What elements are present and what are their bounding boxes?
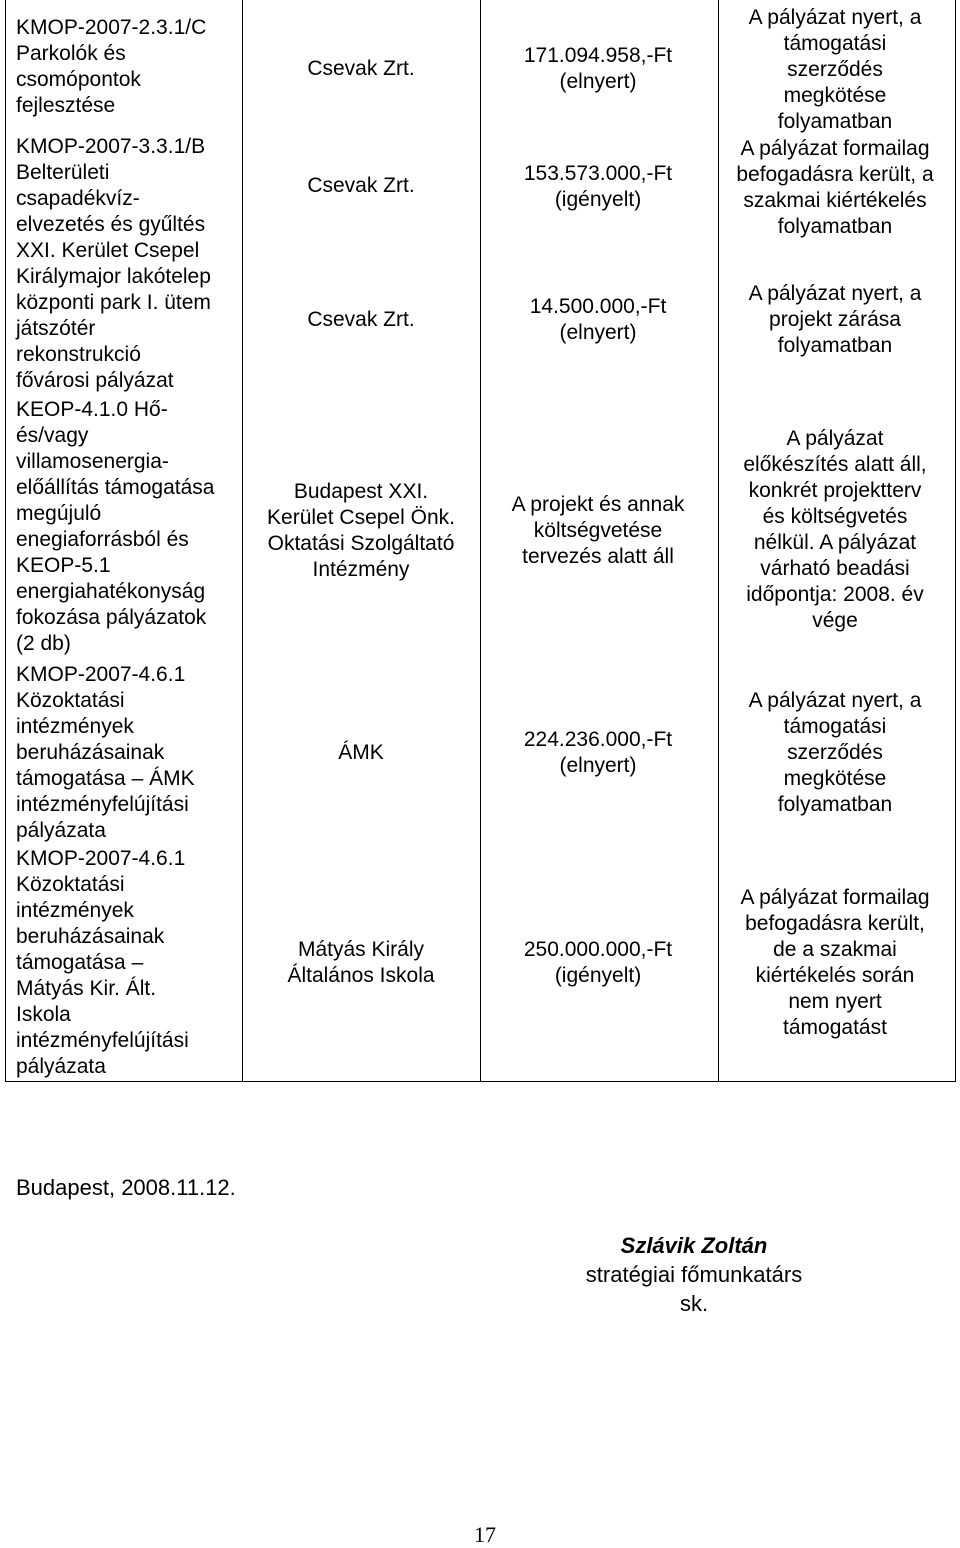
applicant-cell: Budapest XXI. Kerület Csepel Önk. Oktatási Szolgáltató Intézmény (267, 480, 455, 581)
status-cell: A pályázat nyert, a támogatási szerződés megkötése folyamatban (748, 689, 922, 816)
amount-cell: 14.500.000,-Ft (elnyert) (529, 295, 667, 344)
project-name-cell: KMOP-2007-4.6.1 Közoktatási intézmények beruházásainak támogatása – ÁMK intézményfelújítási pályázata (16, 663, 195, 842)
table-column-divider (718, 0, 719, 1082)
status-cell: A pályázat formailag befogadásra került, de a szakmai kiértékelés során nem nyert támogatást (740, 886, 930, 1039)
applicant-cell: Csevak Zrt. (307, 57, 415, 80)
applicant-cell: Csevak Zrt. (307, 308, 415, 331)
table-border-bottom (5, 1081, 956, 1082)
status-cell: A pályázat nyert, a projekt zárása folyamatban (748, 282, 922, 357)
signatory-sk: sk. (679, 1291, 709, 1316)
status-cell: A pályázat formailag befogadásra került, a szakmai kiértékelés folyamatban (736, 137, 934, 238)
amount-cell: 153.573.000,-Ft (igényelt) (523, 162, 673, 211)
project-name-cell: KMOP-2007-4.6.1 Közoktatási intézmények beruházásainak támogatása – Mátyás Kir. Ált. Iskola intézményfelújítási pályázata (16, 847, 189, 1078)
document-date: Budapest, 2008.11.12. (16, 1175, 236, 1200)
amount-cell: 250.000.000,-Ft (igényelt) (523, 938, 673, 987)
amount-cell: 224.236.000,-Ft (elnyert) (523, 728, 673, 777)
project-name-cell: KMOP-2007-3.3.1/B Belterületi csapadékvíz- elvezetés és gyűltés (16, 135, 206, 236)
applicant-cell: Csevak Zrt. (307, 174, 415, 197)
project-name-cell: XXI. Kerület Csepel Királymajor lakótelep központi park I. ütem játszótér rekonstrukció fővárosi pályázat (16, 239, 211, 392)
amount-cell: 171.094.958,-Ft (elnyert) (523, 44, 673, 93)
amount-cell: A projekt és annak költségvetése tervezés alatt áll (511, 493, 685, 568)
project-name-cell: KMOP-2007-2.3.1/C Parkolók és csomópontok fejlesztése (16, 16, 207, 117)
page-number: 17 (474, 1522, 496, 1547)
project-name-cell: KEOP-4.1.0 Hő- és/vagy villamosenergia- előállítás támogatása megújuló enegiaforrásból és KEOP-5.1 energiahatékonyság fokozása pályázatok (2 db) (16, 398, 215, 655)
table-column-divider (480, 0, 481, 1082)
signatory-role: stratégiai főmunkatárs (585, 1262, 803, 1287)
applicant-cell: ÁMK (338, 741, 384, 764)
status-cell: A pályázat előkészítés alatt áll, konkrét projektterv és költségvetés nélkül. A pályázat várható beadási időpontja: 2008. év vége (743, 427, 927, 632)
table-border-left (5, 0, 6, 1082)
signatory-name: Szlávik Zoltán (620, 1233, 768, 1258)
table-column-divider (242, 0, 243, 1082)
applicant-cell: Mátyás Király Általános Iskola (287, 938, 435, 987)
table-border-right (955, 0, 956, 1082)
status-cell: A pályázat nyert, a támogatási szerződés megkötése folyamatban (748, 6, 922, 133)
signature-block (560, 1231, 828, 1318)
